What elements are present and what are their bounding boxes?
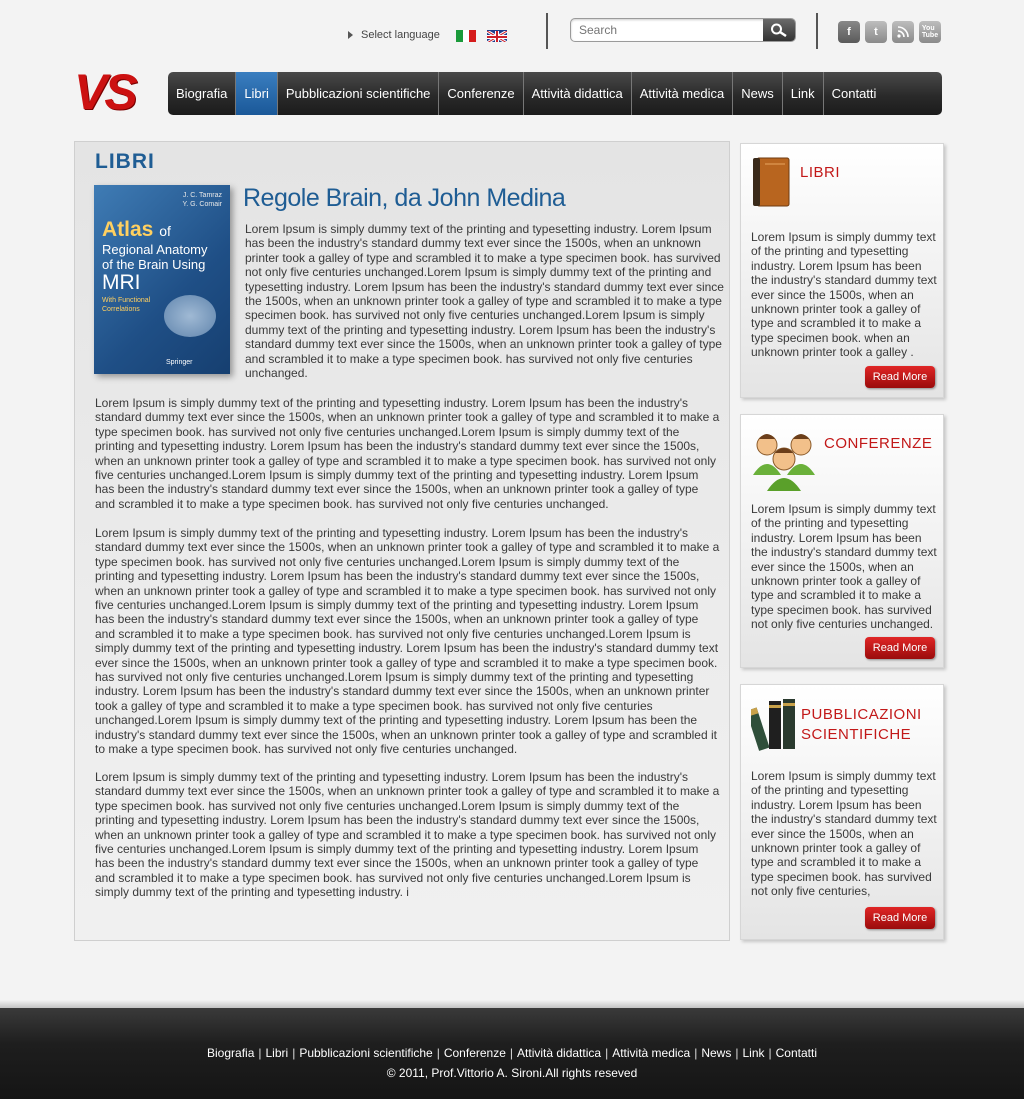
brain-image (164, 295, 216, 337)
link-separator: | (605, 1046, 609, 1060)
main-content (74, 141, 730, 941)
language-selector[interactable] (348, 29, 440, 41)
link-separator: | (768, 1046, 772, 1060)
body-paragraph: Lorem Ipsum is simply dummy text of the printing and typesetting industry. Lorem Ipsum has been the industry's standard dummy text ever since the 1500s, when an unknown printer took a galley of type and scrambled it to make a type specimen book. has survived not only five centuries unchanged.Lorem Ipsum is simply dummy text of the printing and typesetting industry. Lorem Ipsum has been the industry's standard dummy text ever since the 1500s, when an unknown printer took a galley of type and scrambled it to make a type specimen book. has survived not only five centuries unchanged.Lorem Ipsum is simply dummy text of the printing and typesetting industry. Lorem Ipsum has been the industry's standard dummy text ever since the 1500s, when an unknown printer took a galley of type and scrambled it to make a type specimen book. has survived not only five centuries unchanged.Lorem Ipsum is simply dummy text of the printing and typesetting industry. Lorem Ipsum has been the industry's standard dummy text ever since the 1500s, when an unknown printer took a galley of type and scrambled it to make a type specimen book. has survived not only five centuries unchanged.Lorem Ipsum is simply dummy text of the printing and typesetting industry. Lorem Ipsum has been the industry's standard dummy text ever since the 1500s, when an unknown printer took a galley of type and scrambled it to make a type specimen book. has survived not only five centuries unchanged.Lorem Ipsum is simply dummy text of the printing and typesetting industry. Lorem Ipsum has been the industry's standard dummy text ever since the 1500s, when an unknown printer took a galley of type and scrambled it to make a type specimen book. has survived not only five centuries unchanged. (95, 526, 720, 757)
read-more-button[interactable]: Read More (865, 637, 935, 659)
book-title-line1: Atlas of (102, 218, 171, 241)
article-title: Regole Brain, da John Medina (243, 184, 566, 212)
link-separator: | (292, 1046, 296, 1060)
link-separator: | (509, 1046, 514, 1060)
sidebar-box-pubblicazioni (740, 684, 944, 940)
link-separator: | (436, 1046, 440, 1060)
footer-link-attivit-medica[interactable]: Attività medica (612, 1046, 691, 1060)
intro-paragraph: Lorem Ipsum is simply dummy text of the printing and typesetting industry. Lorem Ipsum has been the industry's standard dummy text ever since the 1500s, when an unknown printer took a galley of type and scrambled it to make a type specimen book. has survived not only five centuries unchanged.Lorem Ipsum is simply dummy text of the printing and typesetting industry. Lorem Ipsum has been the industry's standard dummy text ever since the 1500s, when an unknown printer took a galley of type and scrambled it to make a type specimen book. has survived not only five centuries unchanged.Lorem Ipsum is simply dummy text of the printing and typesetting industry. Lorem Ipsum has been the industry's standard dummy text ever since the 1500s, when an unknown printer took a galley of type and scrambled it to make a type specimen book. has survived not only five centuries unchanged. (245, 222, 724, 381)
sidebar-box-libri (740, 143, 944, 398)
search-box (570, 18, 796, 42)
english-flag-icon[interactable] (487, 30, 507, 42)
link-separator: | (735, 1046, 739, 1060)
book-title-line3: of the Brain Using (102, 257, 206, 272)
nav-item-conferenze[interactable]: Conferenze (439, 72, 523, 115)
nav-item-attivit-didattica[interactable]: Attività didattica (524, 72, 632, 115)
site-logo[interactable]: VS (74, 64, 135, 120)
footer-link-pubblicazioni-scientifiche[interactable]: Pubblicazioni scientifiche (299, 1046, 433, 1060)
nav-item-pubblicazioni-scientifiche[interactable]: Pubblicazioni scientifiche (278, 72, 440, 115)
read-more-button[interactable]: Read More (865, 366, 935, 388)
body-paragraph: Lorem Ipsum is simply dummy text of the printing and typesetting industry. Lorem Ipsum has been the industry's standard dummy text ever since the 1500s, when an unknown printer took a galley of type and scrambled it to make a type specimen book. has survived not only five centuries unchanged.Lorem Ipsum is simply dummy text of the printing and typesetting industry. Lorem Ipsum has been the industry's standard dummy text ever since the 1500s, when an unknown printer took a galley of type and scrambled it to make a type specimen book. has survived not only five centuries unchanged.Lorem Ipsum is simply dummy text of the printing and typesetting industry. Lorem Ipsum has been the industry's standard dummy text ever since the 1500s, when an unknown printer took a galley of type and scrambled it to make a type specimen book. has survived not only five centuries unchanged. (95, 396, 720, 511)
footer-shadow (0, 1000, 1024, 1008)
books-icon (751, 697, 799, 753)
nav-item-contatti[interactable]: Contatti (831, 86, 877, 101)
link-separator: | (258, 1046, 262, 1060)
search-button[interactable] (763, 19, 795, 41)
language-label: Select language (361, 29, 440, 41)
youtube-icon[interactable]: You Tube (919, 21, 941, 43)
book-publisher: Springer (166, 359, 193, 366)
nav-item-news[interactable]: News (733, 72, 783, 115)
book-title-line2: Regional Anatomy (102, 242, 208, 257)
search-input[interactable] (571, 19, 763, 41)
book-subtitle: With Functional Correlations (102, 297, 151, 313)
footer-link-conferenze[interactable]: Conferenze (443, 1046, 506, 1060)
footer (0, 1008, 1024, 1099)
footer-link-link[interactable]: Link (742, 1046, 765, 1060)
nav-item-biografia[interactable]: Biografia (168, 72, 236, 115)
sidebar-box-text: Lorem Ipsum is simply dummy text of the printing and typesetting industry. Lorem Ipsum has been the industry's standard dummy text ever since the 1500s, when an unknown printer took a galley of type and scrambled it to make a type specimen book. has survived not only five centuries, (751, 769, 937, 899)
facebook-icon[interactable]: f (838, 21, 860, 43)
twitter-icon[interactable]: t (865, 21, 887, 43)
footer-link-contatti[interactable]: Contatti (775, 1046, 817, 1060)
sidebar-box-title: LIBRI (800, 164, 841, 181)
caret-right-icon (348, 31, 353, 39)
sidebar-box-text: Lorem Ipsum is simply dummy text of the printing and typesetting industry. Lorem Ipsum has been the industry's standard dummy text ever since the 1500s, when an unknown printer took a galley of type and scrambled it to make a type specimen book. when an unknown printer took a galley . (751, 230, 937, 360)
sidebar-box-text: Lorem Ipsum is simply dummy text of the printing and typesetting industry. Lorem Ipsum has been the industry's standard dummy text ever since the 1500s, when an unknown printer took a galley of type and scrambled it to make a type specimen book. has survived not only five centuries unchanged. (751, 502, 937, 632)
footer-links (0, 1046, 1024, 1060)
nav-item-attivit-medica[interactable]: Attività medica (632, 72, 734, 115)
footer-link-biografia[interactable]: Biografia (207, 1046, 255, 1060)
social-links (838, 21, 941, 43)
rss-icon[interactable] (892, 21, 914, 43)
divider (546, 13, 548, 49)
nav-item-link[interactable]: Link (783, 72, 824, 115)
footer-link-attivit-didattica[interactable]: Attività didattica (517, 1046, 602, 1060)
footer-link-libri[interactable]: Libri (265, 1046, 289, 1060)
sidebar-box-title: CONFERENZE (824, 435, 933, 452)
search-icon (770, 23, 788, 37)
read-more-button[interactable]: Read More (865, 907, 935, 929)
people-icon (751, 427, 821, 491)
divider (816, 13, 818, 49)
book-authors: J. C. Tamraz Y. G. Comair (182, 192, 222, 208)
footer-link-news[interactable]: News (701, 1046, 732, 1060)
nav-item-libri[interactable]: Libri (236, 72, 278, 115)
body-paragraph: Lorem Ipsum is simply dummy text of the printing and typesetting industry. Lorem Ipsum has been the industry's standard dummy text ever since the 1500s, when an unknown printer took a galley of type and scrambled it to make a type specimen book. has survived not only five centuries unchanged.Lorem Ipsum is simply dummy text of the printing and typesetting industry. Lorem Ipsum has been the industry's standard dummy text ever since the 1500s, when an unknown printer took a galley of type and scrambled it to make a type specimen book. has survived not only five centuries unchanged.Lorem Ipsum is simply dummy text of the printing and typesetting industry. Lorem Ipsum has been the industry's standard dummy text ever since the 1500s, when an unknown printer took a galley of type and scrambled it to make a type specimen book. has survived not only five centuries unchanged.Lorem Ipsum is simply dummy text of the printing and typesetting industry. i (95, 770, 720, 900)
copyright: © 2011, Prof.Vittorio A. Sironi.All rights reseved (386, 1066, 638, 1080)
sidebar-box-title: PUBBLICAZIONI SCIENTIFICHE (801, 706, 922, 743)
main-nav (168, 72, 942, 115)
italian-flag-icon[interactable] (456, 30, 476, 42)
book-icon (751, 156, 791, 208)
link-separator: | (694, 1046, 698, 1060)
book-cover-image (94, 185, 230, 374)
section-title: LIBRI (95, 150, 155, 173)
book-title-line4: MRI (102, 271, 141, 294)
sidebar-box-conferenze (740, 414, 944, 668)
